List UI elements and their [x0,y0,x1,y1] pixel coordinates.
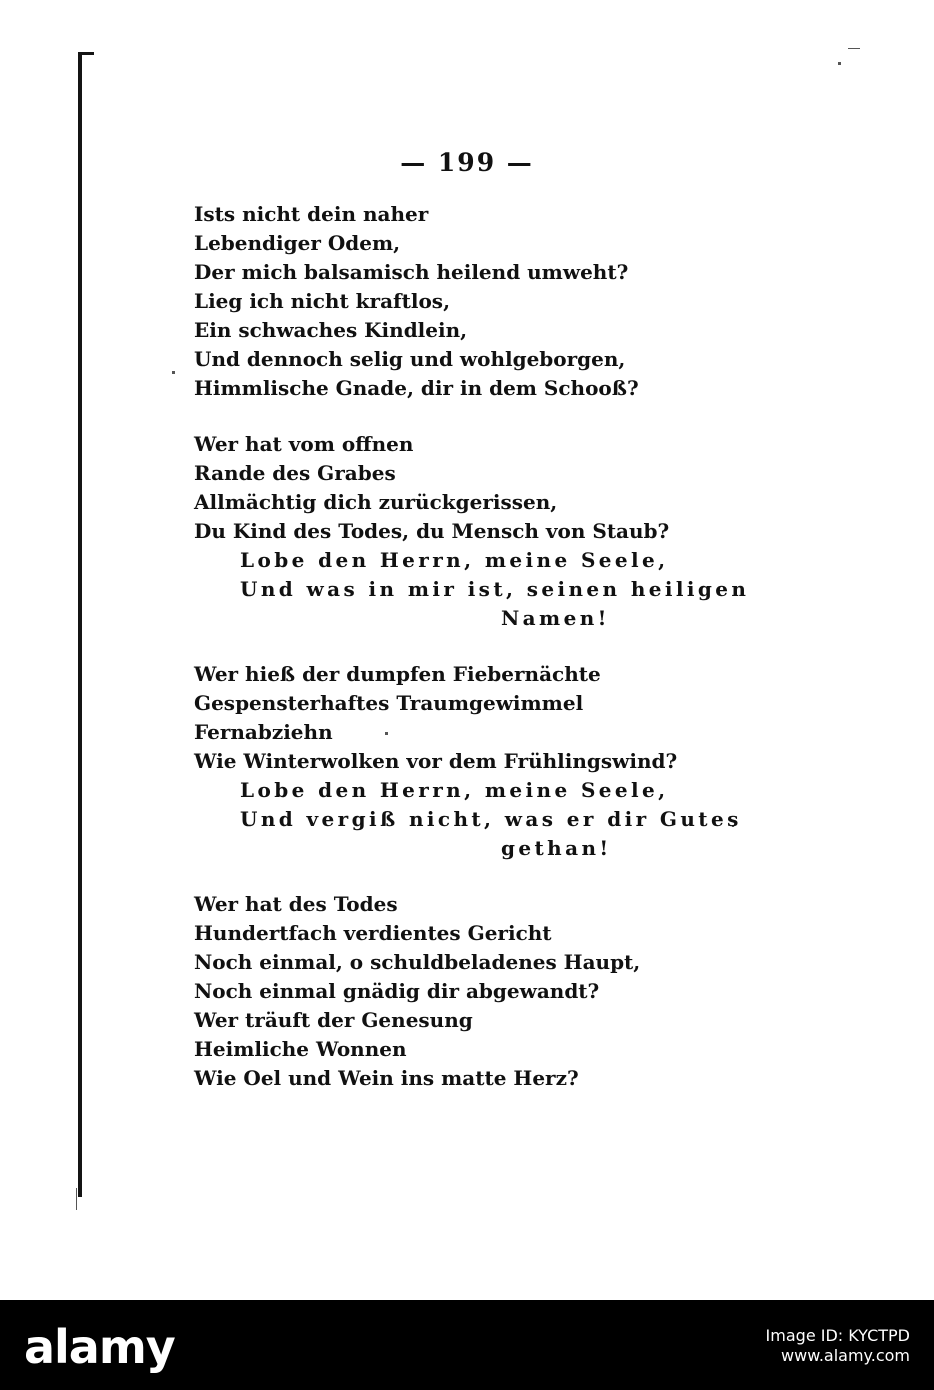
poem-line: Himmlische Gnade, dir in dem Schooß? [194,376,639,400]
margin-rule [78,52,82,1197]
stanza [194,200,774,403]
margin-rule-tick [78,52,94,55]
poem-line: Du Kind des Todes, du Mensch von Staub? [194,519,670,543]
poem-line: Noch einmal, o schuldbeladenes Haupt, [194,950,641,974]
poem-line: Und vergiß nicht, was er dir Gutes [240,807,742,831]
poem-line: Und was in mir ist, seinen heiligen [240,577,750,601]
poem-line: Und dennoch selig und wohlgeborgen, [194,347,626,371]
site-url: www.alamy.com [781,1346,910,1365]
image-id: Image ID: KYCTPD [765,1326,910,1345]
poem-line: Rande des Grabes [194,461,396,485]
poem-line: Wer träuft der Genesung [194,1008,473,1032]
image-info [766,1326,910,1366]
page-number: — 199 — [400,148,534,177]
alamy-logo: alamy [24,1320,175,1374]
poem-text [194,200,774,1120]
scan-speck [172,371,175,374]
poem-line: Noch einmal gnädig dir abgewandt? [194,979,600,1003]
poem-line: Ists nicht dein naher [194,202,429,226]
watermark-footer [0,1300,934,1390]
poem-line: Heimliche Wonnen [194,1037,407,1061]
poem-line: Lobe den Herrn, meine Seele, [240,548,669,572]
poem-line: Lebendiger Odem, [194,231,401,255]
poem-line: Wie Oel und Wein ins matte Herz? [194,1066,579,1090]
scan-speck [838,62,841,65]
poem-line: Der mich balsamisch heilend umweht? [194,260,629,284]
poem-line: Wer hat des Todes [194,892,398,916]
stanza [194,430,774,633]
poem-line: Wer hieß der dumpfen Fiebernächte [194,662,601,686]
poem-line: gethan! [501,836,612,860]
stanza [194,890,774,1093]
poem-line: Fernabziehn [194,720,333,744]
poem-line: Allmächtig dich zurückgerissen, [194,490,558,514]
poem-line: Hundertfach verdientes Gericht [194,921,552,945]
poem-line: Ein schwaches Kindlein, [194,318,468,342]
poem-line: Lobe den Herrn, meine Seele, [240,778,669,802]
poem-line: Gespensterhaftes Traumgewimmel [194,691,584,715]
scan-speck [848,48,860,49]
poem-line: Namen! [501,606,610,630]
scan-speck [76,1188,77,1210]
poem-line: Lieg ich nicht kraftlos, [194,289,451,313]
stanza [194,660,774,863]
poem-line: Wie Winterwolken vor dem Frühlingswind? [194,749,678,773]
poem-line: Wer hat vom offnen [194,432,414,456]
